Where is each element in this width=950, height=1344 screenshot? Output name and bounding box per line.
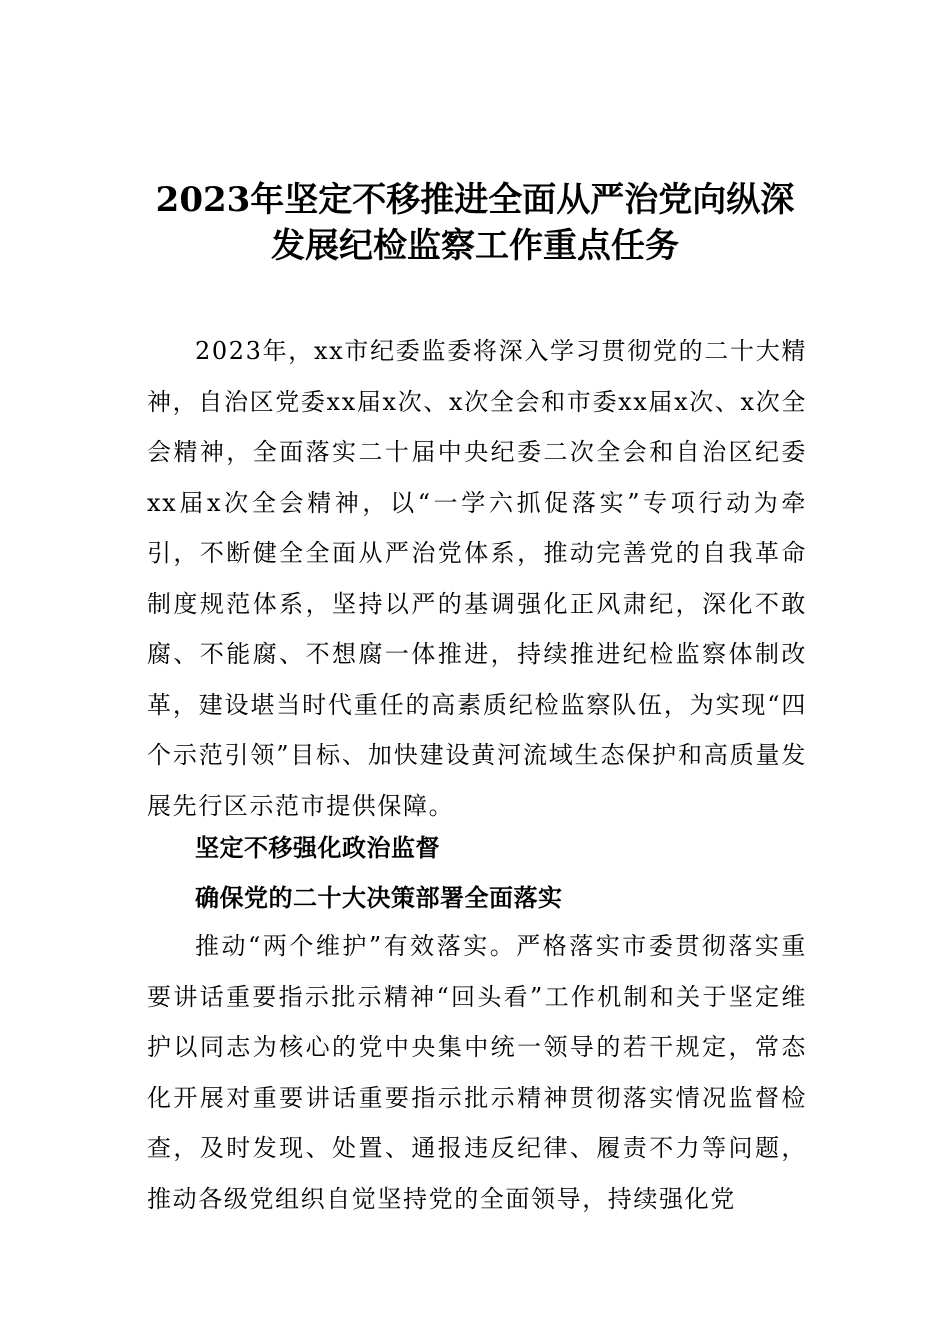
document-title-line-1: 2023年坚定不移推进全面从严治党向纵深 bbox=[155, 180, 795, 220]
intro-paragraph: 2023年，xx市纪委监委将深入学习贯彻党的二十大精神，自治区党委xx届x次、x次全会和市委xx届x次、x次全会精神，全面落实二十届中央纪委二次全会和自治区纪委xx届x次全会精神，以“一学六抓促落实”专项行动为牵引，不断健全全面从严治党体系，推动完善党的自我革命制度规范体系，坚持以严的基调强化正风肃纪，深化不敢腐、不能腐、不想腐一体推进，持续推进纪检监察体制改革，建设堪当时代重任的高素质纪检监察队伍，为实现“四个示范引领”目标、加快建设黄河流域生态保护和高质量发展先行区示范市提供保障。 bbox=[147, 337, 807, 820]
body-paragraph: 推动“两个维护”有效落实。严格落实市委贯彻落实重要讲话重要指示批示精神“回头看”工作机制和关于坚定维护以同志为核心的党中央集中统一领导的若干规定，常态化开展对重要讲话重要指示批示精神贯彻落实情况监督检查，及时发现、处置、通报违反纪律、履责不力等问题，推动各级党组织自觉坚持党的全面领导，持续强化党 bbox=[147, 932, 807, 1213]
subsection-heading: 确保党的二十大决策部署全面落实 bbox=[195, 884, 563, 912]
document-title-line-2: 发展纪检监察工作重点任务 bbox=[271, 226, 679, 266]
section-heading: 坚定不移强化政治监督 bbox=[195, 834, 440, 862]
